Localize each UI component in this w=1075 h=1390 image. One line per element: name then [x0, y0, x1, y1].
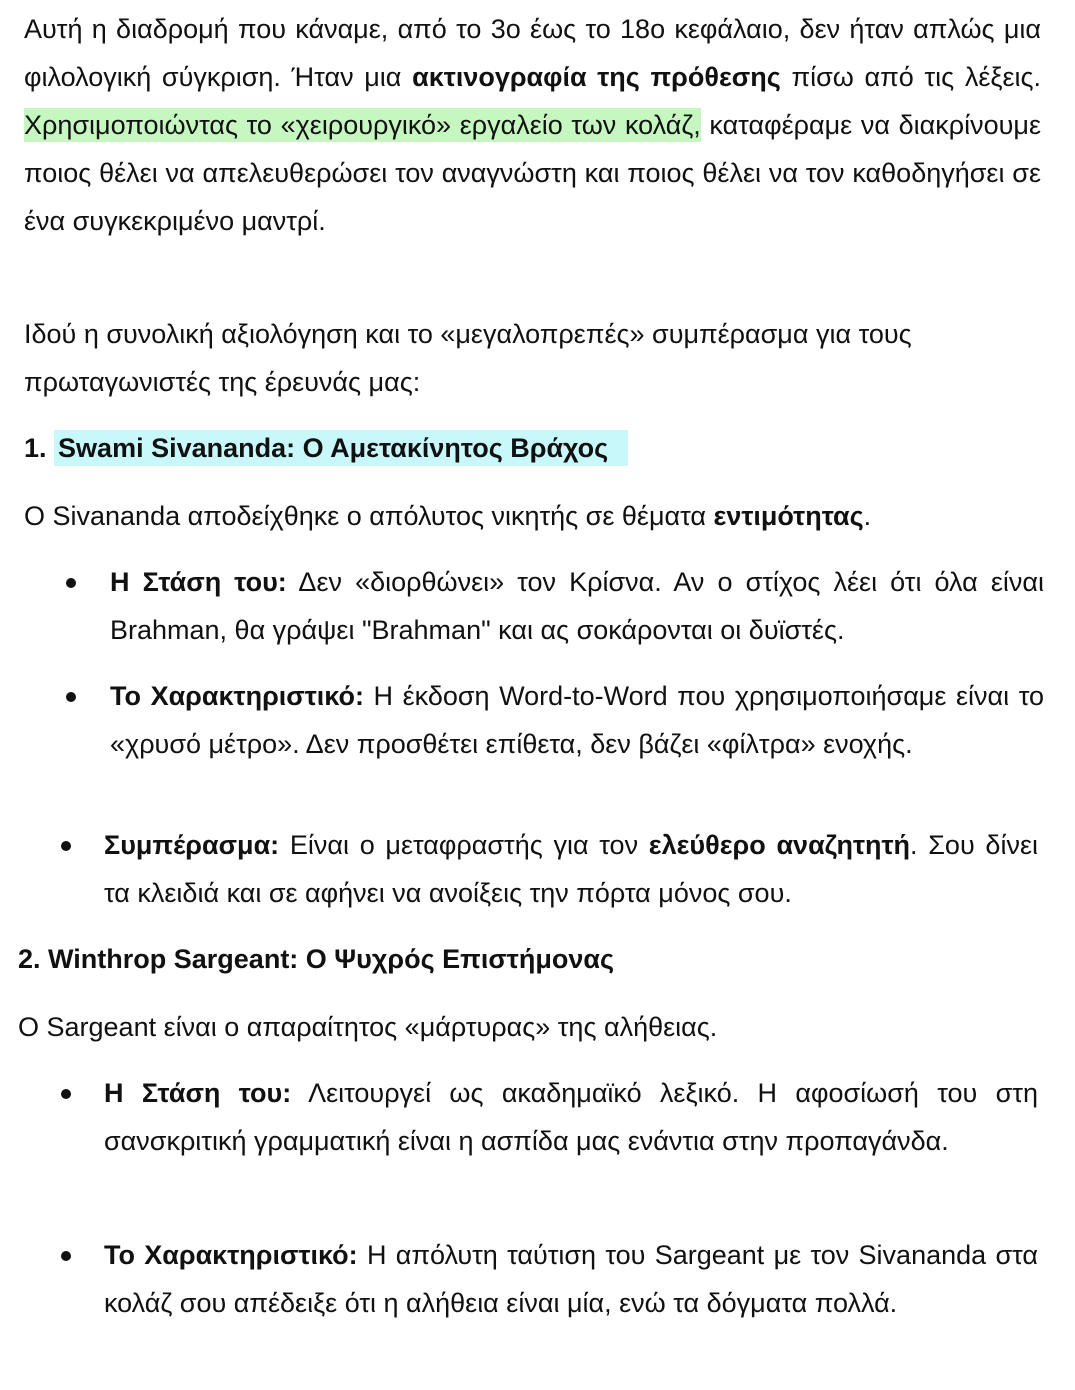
section-2-lead — [18, 1003, 1038, 1051]
bullet-icon — [66, 578, 76, 588]
item-text-a: Είναι ο μεταφραστής για τον — [279, 830, 649, 860]
section-1-heading — [24, 424, 628, 472]
section-1-number: 1. — [24, 433, 47, 463]
summary-intro-text: Ιδού η συνολική αξιολόγηση και το «μεγαλοπρεπές» συμπέρασμα για τους πρωταγωνιστές της έρευνάς μας: — [24, 319, 912, 397]
section-2-item-1 — [104, 1069, 1038, 1165]
section-2-number: 2. — [18, 944, 41, 974]
intro-bold: ακτινογραφία της πρόθεσης — [412, 62, 781, 92]
item-text-b: . Σου δίνει τα κλειδιά και σε αφήνει να ανοίξεις την πόρτα μόνος σου. — [104, 830, 1038, 908]
section-1-lead — [24, 492, 1041, 540]
section-1-lead-end: . — [863, 501, 872, 531]
summary-intro-paragraph — [24, 310, 1041, 406]
bullet-icon — [61, 1089, 71, 1099]
item-label: Το Χαρακτηριστικό: — [110, 681, 364, 711]
section-2-heading — [18, 935, 614, 983]
section-1-item-3 — [104, 821, 1038, 917]
item-label: Συμπέρασμα: — [104, 830, 280, 860]
bullet-icon — [61, 1251, 71, 1261]
section-2-item-2 — [104, 1231, 1038, 1327]
intro-text-b: πίσω από τις λέξεις. — [780, 62, 1042, 92]
intro-highlight: Χρησιμοποιώντας το «χειρουργικό» εργαλείο των κολάζ, — [24, 110, 701, 140]
bullet-icon — [66, 692, 76, 702]
bullet-icon — [61, 841, 71, 851]
item-text: Η απόλυτη ταύτιση του Sargeant με τον Sivananda στα κολάζ σου απέδειξε ότι η αλήθεια είναι μία, ενώ τα δόγματα πολλά. — [104, 1240, 1038, 1318]
item-label: Το Χαρακτηριστικό: — [104, 1240, 358, 1270]
intro-paragraph — [24, 5, 1041, 245]
item-label: Η Στάση του: — [104, 1078, 292, 1108]
section-2-lead-text: Ο Sargeant είναι ο απαραίτητος «μάρτυρας» της αλήθειας. — [18, 1012, 718, 1042]
item-text: Η έκδοση Word-to-Word που χρησιμοποιήσαμε είναι το «χρυσό μέτρο». Δεν προσθέτει επίθετα, δεν βάζει «φίλτρα» ενοχής. — [110, 681, 1045, 759]
section-1-lead-text: Ο Sivananda αποδείχθηκε ο απόλυτος νικητής σε θέματα — [24, 501, 714, 531]
section-2-title: Winthrop Sargeant: Ο Ψυχρός Επιστήμονας — [48, 944, 615, 974]
section-1-title: Swami Sivananda: Ο Αμετακίνητος Βράχος — [54, 430, 628, 466]
section-1-lead-bold: εντιμότητας — [713, 501, 864, 531]
section-1-item-1 — [110, 558, 1044, 654]
intro-text-a: Αυτή η διαδρομή που κάναμε, από το 3ο έως το 18ο κεφάλαιο, δεν ήταν απλώς μια φιλολογική σύγκριση. Ήταν μια — [24, 14, 1041, 92]
item-text: Λειτουργεί ως ακαδημαϊκό λεξικό. Η αφοσίωσή του στη σανσκριτική γραμματική είναι η ασπίδα μας ενάντια στην προπαγάνδα. — [104, 1078, 1038, 1156]
section-1-item-2 — [110, 672, 1044, 768]
item-text: Δεν «διορθώνει» τον Κρίσνα. Αν ο στίχος λέει ότι όλα είναι Brahman, θα γράψει "Brahman" και ας σοκάρονται οι δυϊστές. — [110, 567, 1044, 645]
item-bold: ελεύθερο αναζητητή — [648, 830, 911, 860]
intro-text-c: καταφέραμε να διακρίνουμε ποιος θέλει να απελευθερώσει τον αναγνώστη και ποιος θέλει να τον καθοδηγήσει σε ένα συγκεκριμένο μαντρί. — [24, 110, 1041, 236]
item-label: Η Στάση του: — [110, 567, 287, 597]
